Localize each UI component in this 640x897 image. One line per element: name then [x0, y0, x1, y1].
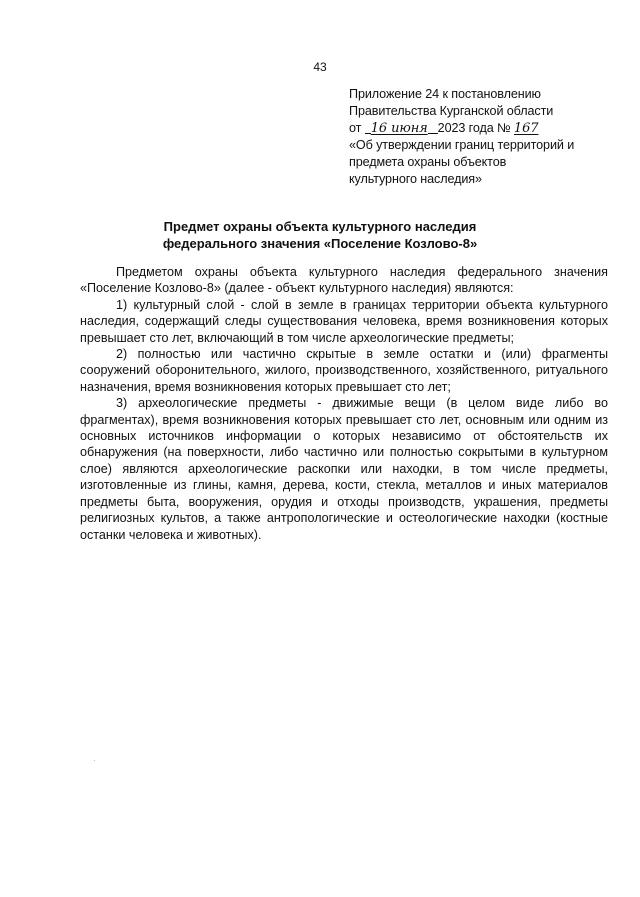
appendix-line-4: «Об утверждении границ территорий и [349, 138, 575, 152]
handwritten-date: 16 июня [370, 121, 428, 136]
title-line-1: Предмет охраны объекта культурного наследия [163, 219, 477, 234]
page-number: 43 [313, 60, 327, 74]
appendix-date-line [349, 120, 619, 137]
appendix-line-2: Правительства Курганской области [349, 104, 554, 118]
item-1-paragraph: 1) культурный слой - слой в земле в границах территории объекта культурного наследия, содержащий следы существования человека, время возникновения которых превышает сто лет, включающий в том числе археологические предметы; [80, 297, 608, 345]
document-body [80, 264, 608, 543]
number-sign: № [497, 121, 511, 135]
scan-speck [94, 760, 95, 761]
date-underline-tail [428, 121, 438, 134]
appendix-header [349, 86, 619, 188]
appendix-line-1: Приложение 24 к постановлению [349, 87, 541, 101]
item-3-paragraph: 3) археологические предметы - движимые вещи (в целом виде либо во фрагментах), время возникновения которых превышает сто лет, основным или одним из основных источников информации о которых независимо от обстоятельств их обнаружения (на поверхности, либо частично или полностью сокрытыми в культурном слое) являются археологические раскопки или находки, в том числе предметы, изготовленные из глины, камня, дерева, кости, стекла, металлов и иных материалов предметы быта, вооружения, орудия и отходы производств, украшения, предметы религиозных культов, а также антропологические и остеологические находки (костные останки человека и животных). [80, 396, 608, 542]
date-prefix: от [349, 121, 362, 135]
document-title [80, 218, 560, 252]
appendix-line-6: культурного наследия» [349, 172, 482, 186]
intro-paragraph: Предметом охраны объекта культурного наследия федерального значения «Поселение Козлово-8» (далее - объект культурного наследия) являются: [80, 265, 608, 296]
year-text: 2023 года [437, 121, 494, 135]
title-line-2: федерального значения «Поселение Козлово-8» [162, 236, 478, 251]
item-2-paragraph: 2) полностью или частично скрытые в земле остатки и (или) фрагменты сооружений оборонительного, жилого, производственного, хозяйственного, ритуального назначения, время возникновения которых превышает сто лет; [80, 347, 608, 394]
appendix-line-5: предмета охраны объектов [349, 155, 507, 169]
handwritten-number: 167 [513, 121, 539, 136]
